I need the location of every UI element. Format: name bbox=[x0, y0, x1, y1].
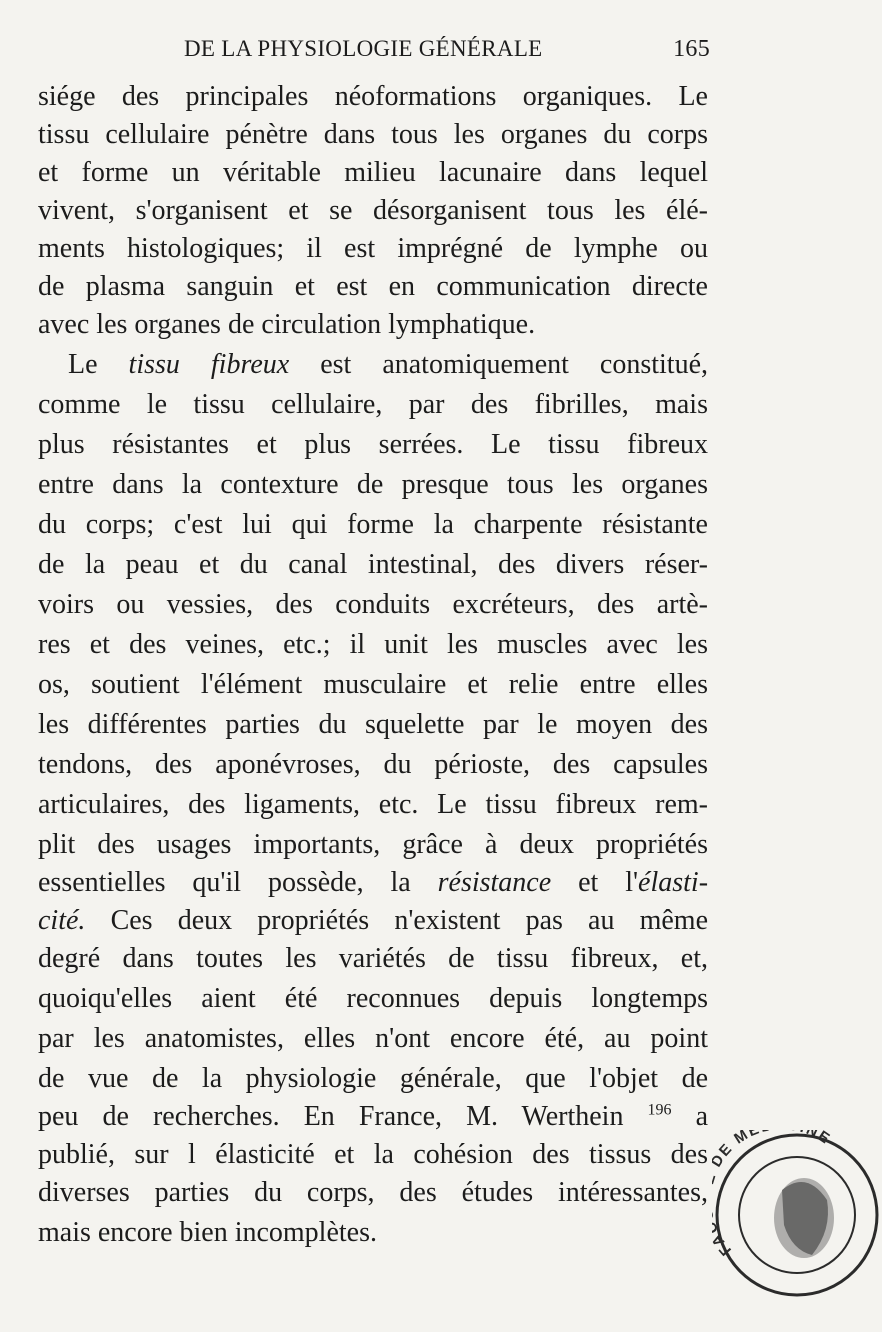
italic-term: élasti- bbox=[638, 867, 709, 898]
text-line: quoiqu'elles aient été reconnues depuis longtemps bbox=[38, 983, 708, 1014]
text-line: siége des principales néoformations organiques. Le bbox=[38, 81, 708, 112]
text-line: de vue de la physiologie générale, que l'objet de bbox=[38, 1063, 708, 1094]
text-line: ments histologiques; il est imprégné de lymphe ou bbox=[38, 233, 708, 264]
stamp-lettering: F E MÉ NE bbox=[715, 1130, 835, 1259]
text-run: essentielles qu'il possède, la bbox=[38, 867, 411, 898]
text-line: tissu cellulaire pénètre dans tous les organes du corps bbox=[38, 119, 708, 150]
text-line: articulaires, des ligaments, etc. Le tissu fibreux rem- bbox=[38, 789, 708, 820]
text-run: a bbox=[695, 1101, 709, 1132]
text-run: est anatomiquement constitué, bbox=[320, 349, 709, 380]
text-line: du corps; c'est lui qui forme la charpente résistante bbox=[38, 509, 708, 540]
text-line: de plasma sanguin et est en communication directe bbox=[38, 271, 708, 302]
text-line-mixed bbox=[38, 902, 708, 940]
text-line: mais encore bien incomplètes. bbox=[38, 1217, 377, 1248]
text-line: avec les organes de circulation lymphatique. bbox=[38, 309, 536, 340]
text-line: les différentes parties du squelette par le moyen des bbox=[38, 709, 708, 740]
paragraph-lead: Le bbox=[68, 349, 98, 380]
text-line: plus résistantes et plus serrées. Le tissu fibreux bbox=[38, 429, 708, 460]
text-line: tendons, des aponévroses, du périoste, des capsules bbox=[38, 749, 708, 780]
text-line: voirs ou vessies, des conduits excréteurs, des artè- bbox=[38, 589, 708, 620]
italic-term: cité. bbox=[38, 905, 86, 936]
italic-term: résistance bbox=[437, 867, 552, 898]
page-number: 165 bbox=[673, 36, 710, 62]
paragraph-opening-line bbox=[68, 346, 708, 384]
text-line: publié, sur l élasticité et la cohésion des tissus des bbox=[38, 1139, 708, 1170]
page-header bbox=[38, 36, 710, 68]
text-run: Ces deux propriétés n'existent pas au même bbox=[110, 905, 709, 936]
text-line: degré dans toutes les variétés de tissu fibreux, et, bbox=[38, 943, 708, 974]
text-line: res et des veines, etc.; il unit les muscles avec les bbox=[38, 629, 708, 660]
footnote-reference: 196 bbox=[647, 1101, 672, 1119]
text-line-mixed bbox=[38, 864, 708, 902]
seal-icon bbox=[712, 1130, 882, 1300]
text-line-mixed bbox=[38, 1098, 708, 1136]
text-line: os, soutient l'élément musculaire et relie entre elles bbox=[38, 669, 708, 700]
running-title: DE LA PHYSIOLOGIE GÉNÉRALE bbox=[184, 36, 543, 61]
text-line: par les anatomistes, elles n'ont encore été, au point bbox=[38, 1023, 708, 1054]
text-run: peu de recherches. En France, M. Werthein bbox=[38, 1101, 624, 1132]
text-line: et forme un véritable milieu lacunaire dans lequel bbox=[38, 157, 708, 188]
text-run: et l' bbox=[578, 867, 639, 898]
text-line: diverses parties du corps, des études intéressantes, bbox=[38, 1177, 708, 1208]
text-line: de la peau et du canal intestinal, des divers réser- bbox=[38, 549, 708, 580]
text-line: vivent, s'organisent et se désorganisent tous les élé- bbox=[38, 195, 708, 226]
text-line: entre dans la contexture de presque tous les organes bbox=[38, 469, 708, 500]
library-stamp-seal bbox=[712, 1130, 882, 1300]
text-line: plit des usages importants, grâce à deux propriétés bbox=[38, 829, 708, 860]
italic-term: tissu fibreux bbox=[128, 349, 290, 380]
text-line: comme le tissu cellulaire, par des fibrilles, mais bbox=[38, 389, 708, 420]
